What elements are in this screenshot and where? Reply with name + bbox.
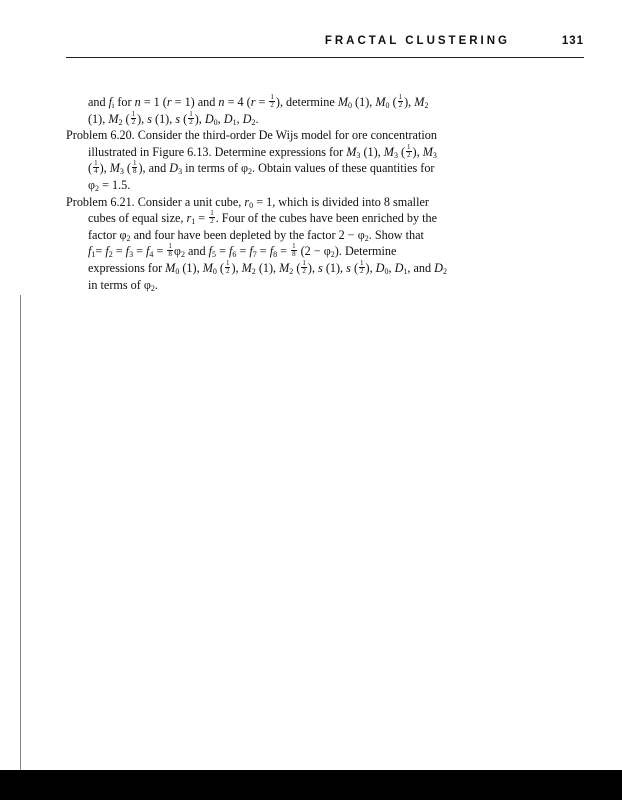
text-line: $f_1= f_2 = f_3 = f_4$ = $\frac{1}{8}$ $\varphi_2$ and $f_5 = f_6 = f_7 = f_8$ = $\frac{1}{8}$ $(2 - \varphi_2)$. Determine xyxy=(88,242,397,260)
problem-6-20-heading-line: Problem 6.20. Consider the third-order De Wijs model for ore concentration xyxy=(66,128,437,143)
text-line: in terms of $\varphi_2$. xyxy=(88,277,158,293)
fraction: $\frac{1}{2}$ xyxy=(398,93,403,109)
fraction: $\frac{1}{2}$ xyxy=(131,109,136,126)
fraction: $\frac{1}{2}$ xyxy=(360,258,364,275)
fraction: $\frac{1}{2}$ xyxy=(225,258,230,275)
text-line: and $f_i$ for n = 1 (r = 1) and n = 4 (r = $\frac{1}{2}$ ), determine $M_0$ (1), $M_0$ ( $\frac{1}{2}$ ), $M_2$ xyxy=(88,93,429,110)
fraction: $\frac{1}{2}$ xyxy=(189,109,193,126)
running-head xyxy=(66,35,584,55)
page-number: 131 xyxy=(561,35,584,47)
text-line: expressions for $M_0$ (1), $M_0$ ( $\frac{1}{2}$ ), $M_2$ (1), $M_2$ ( $\frac{1}{2}$ ), s (1), s ( $\frac{1}{2}$ ), $D_0$, $D_1$, and $D_2$ xyxy=(88,258,447,276)
text-line: ( $\frac{1}{4}$ ), $M_3$ ( $\frac{1}{8}$ ), and $D_3$ in terms of $\varphi_2$. Obtain values of these quantities for xyxy=(88,159,435,177)
fraction: $\frac{1}{2}$ xyxy=(210,209,214,226)
text-line: illustrated in Figure 6.13. Determine expressions for $M_3$ (1), $M_3$ ( $\frac{1}{2}$ ), $M_3$ xyxy=(88,142,437,160)
problem-text xyxy=(66,94,458,293)
running-title: FRACTAL CLUSTERING xyxy=(324,35,510,47)
scan-bottom-band xyxy=(0,770,622,800)
header-rule xyxy=(66,57,584,58)
fraction: $\frac{1}{8}$ xyxy=(132,159,137,176)
fraction: $\frac{1}{2}$ xyxy=(407,142,411,159)
fraction: $\frac{1}{2}$ xyxy=(302,258,306,275)
fraction: $\frac{1}{8}$ xyxy=(292,242,296,259)
text-line: (1), $M_2$ ( $\frac{1}{2}$ ), s (1), s ( $\frac{1}{2}$ ), $D_0$, $D_1$, $D_2$. xyxy=(88,109,259,127)
fraction: $\frac{1}{4}$ xyxy=(94,159,98,176)
scan-margin-line xyxy=(20,295,21,775)
text-line: factor $\varphi_2$ and four have been depleted by the factor $2 - \varphi_2$. Show that xyxy=(88,227,424,243)
fraction: $\frac{1}{8}$ xyxy=(168,242,172,259)
fraction: $\frac{1}{2}$ xyxy=(270,93,274,109)
text-line: cubes of equal size, $r_1$ = $\frac{1}{2}$ . Four of the cubes have been enriched by the xyxy=(88,209,438,227)
text-line: $\varphi_2 = 1.5$. xyxy=(88,177,131,193)
problem-6-21-heading-line: Problem 6.21. Consider a unit cube, $r_0 = 1$, which is divided into 8 smaller xyxy=(66,194,429,210)
